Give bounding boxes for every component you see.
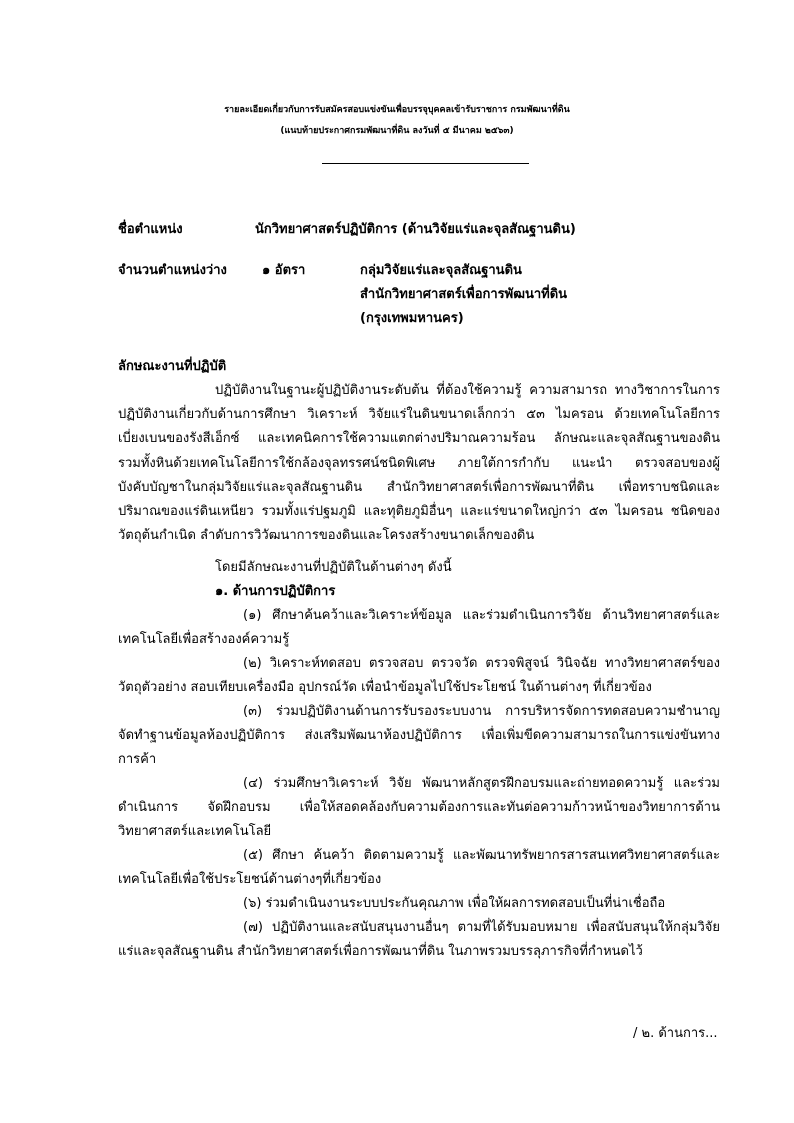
duty-item-line: วัตถุตัวอย่าง สอบเทียบเครื่องมือ อุปกรณ์วัด เพื่อนำข้อมูลไปใช้ประโยชน์ ในด้านต่างๆ ที่เกี่ยวข้อง <box>118 680 652 695</box>
duties-intro: โดยมีลักษณะงานที่ปฏิบัติในด้านต่างๆ ดังนี้ <box>215 560 452 575</box>
paragraph-line: บังคับบัญชาในกลุ่มวิจัยแร่และจุลสัณฐานดิน สำนักวิทยาศาสตร์เพื่อการพัฒนาที่ดิน เพื่อทราบชนิดและ <box>118 480 720 495</box>
duty-item-line: ดำเนินการ จัดฝึกอบรม เพื่อให้สอดคล้องกับความต้องการและทันต่อความก้าวหน้าของวิทยาการด้าน <box>118 800 720 815</box>
duty-item-line: (๓) ร่วมปฏิบัติงานด้านการรับรองระบบงาน การบริหารจัดการทดสอบความชำนาญ <box>243 704 720 719</box>
document-subtitle: (แนบท้ายประกาศกรมพัฒนาที่ดิน ลงวันที่ ๕ มีนาคม ๒๕๖๓) <box>280 126 514 136</box>
duty-item-line: (๑) ศึกษาค้นคว้าและวิเคราะห์ข้อมูล และร่วมดำเนินการวิจัย ด้านวิทยาศาสตร์และ <box>243 608 720 623</box>
document-title: รายละเอียดเกี่ยวกับการรับสมัครสอบแข่งขันเพื่อบรรจุบุคคลเข้ารับราชการ กรมพัฒนาที่ดิน <box>224 105 570 115</box>
unit-line: กลุ่มวิจัยแร่และจุลสัณฐานดิน <box>360 263 522 278</box>
duty-item-line: เทคโนโลยีเพื่อใช้ประโยชน์ด้านต่างๆที่เกี่ยวข้อง <box>118 872 382 887</box>
duty-item-line: (๔) ร่วมศึกษาวิเคราะห์ วิจัย พัฒนาหลักสูตรฝึกอบรมและถ่ายทอดความรู้ และร่วม <box>243 776 720 791</box>
duty-item-line: จัดทำฐานข้อมูลห้องปฏิบัติการ ส่งเสริมพัฒนาห้องปฏิบัติการ เพื่อเพิ่มขีดความสามารถในการแข่งขันทาง <box>118 728 720 743</box>
unit-line: สำนักวิทยาศาสตร์เพื่อการพัฒนาที่ดิน <box>360 287 568 302</box>
duty-item-line: การค้า <box>118 752 157 767</box>
duty-item-line: (๒) วิเคราะห์ทดสอบ ตรวจสอบ ตรวจวัด ตรวจพิสูจน์ วินิจฉัย ทางวิทยาศาสตร์ของ <box>243 656 720 671</box>
duty-item-line: (๕) ศึกษา ค้นคว้า ติดตามความรู้ และพัฒนาทรัพยากรสารสนเทศวิทยาศาสตร์และ <box>243 848 720 863</box>
section-heading: ๑. ด้านการปฏิบัติการ <box>215 584 336 599</box>
paragraph-line: รวมทั้งหินด้วยเทคโนโลยีการใช้กล้องจุลทรรศน์ชนิดพิเศษ ภายใต้การกำกับ แนะนำ ตรวจสอบของผู้ <box>118 456 720 471</box>
unit-line: (กรุงเทพมหานคร) <box>360 311 464 326</box>
title-divider <box>322 163 529 164</box>
paragraph-line: ปริมาณของแร่ดินเหนียว รวมทั้งแร่ปฐมภูมิ และทุติยภูมิอื่นๆ และแร่ขนาดใหญ่กว่า ๕๓ ไมครอน ชนิดของ <box>118 504 720 519</box>
duty-item-line: (๖) ร่วมดำเนินงานระบบประกันคุณภาพ เพื่อให้ผลการทดสอบเป็นที่น่าเชื่อถือ <box>243 896 666 911</box>
job-heading: ลักษณะงานที่ปฏิบัติ <box>118 359 227 374</box>
page-continuation: / ๒. ด้านการ... <box>633 1026 718 1041</box>
duty-item-line: แร่และจุลสัณฐานดิน สำนักวิทยาศาสตร์เพื่อการพัฒนาที่ดิน ในภาพรวมบรรลุภารกิจที่กำหนดไว้ <box>118 944 643 959</box>
paragraph-line: ปฏิบัติงานในฐานะผู้ปฏิบัติงานระดับต้น ที่ต้องใช้ความรู้ ความสามารถ ทางวิชาการในการ <box>215 383 720 398</box>
duty-item-line: วิทยาศาสตร์และเทคโนโลยี <box>118 824 272 839</box>
vacancy-label: จำนวนตำแหน่งว่าง <box>118 263 227 278</box>
position-name-label: ชื่อตำแหน่ง <box>118 222 183 237</box>
paragraph-line: ปฏิบัติงานเกี่ยวกับด้านการศึกษา วิเคราะห์ วิจัยแร่ในดินขนาดเล็กกว่า ๕๓ ไมครอน ด้วยเทคโนโลยีการ <box>118 407 720 422</box>
duty-item-line: เทคโนโลยีเพื่อสร้างองค์ความรู้ <box>118 632 290 647</box>
paragraph-line: วัตถุต้นกำเนิด ลำดับการวิวัฒนาการของดินและโครงสร้างขนาดเล็กของดิน <box>118 528 535 543</box>
position-name-value: นักวิทยาศาสตร์ปฏิบัติการ (ด้านวิจัยแร่และจุลสัณฐานดิน) <box>255 222 576 237</box>
paragraph-line: เบี่ยงเบนของรังสีเอ็กซ์ และเทคนิคการใช้ความแตกต่างปริมาณความร้อน ลักษณะและจุลสัณฐานของดิน <box>118 431 720 446</box>
vacancy-count: ๑ อัตรา <box>262 263 306 278</box>
duty-item-line: (๗) ปฏิบัติงานและสนับสนุนงานอื่นๆ ตามที่ได้รับมอบหมาย เพื่อสนับสนุนให้กลุ่มวิจัย <box>243 920 720 935</box>
